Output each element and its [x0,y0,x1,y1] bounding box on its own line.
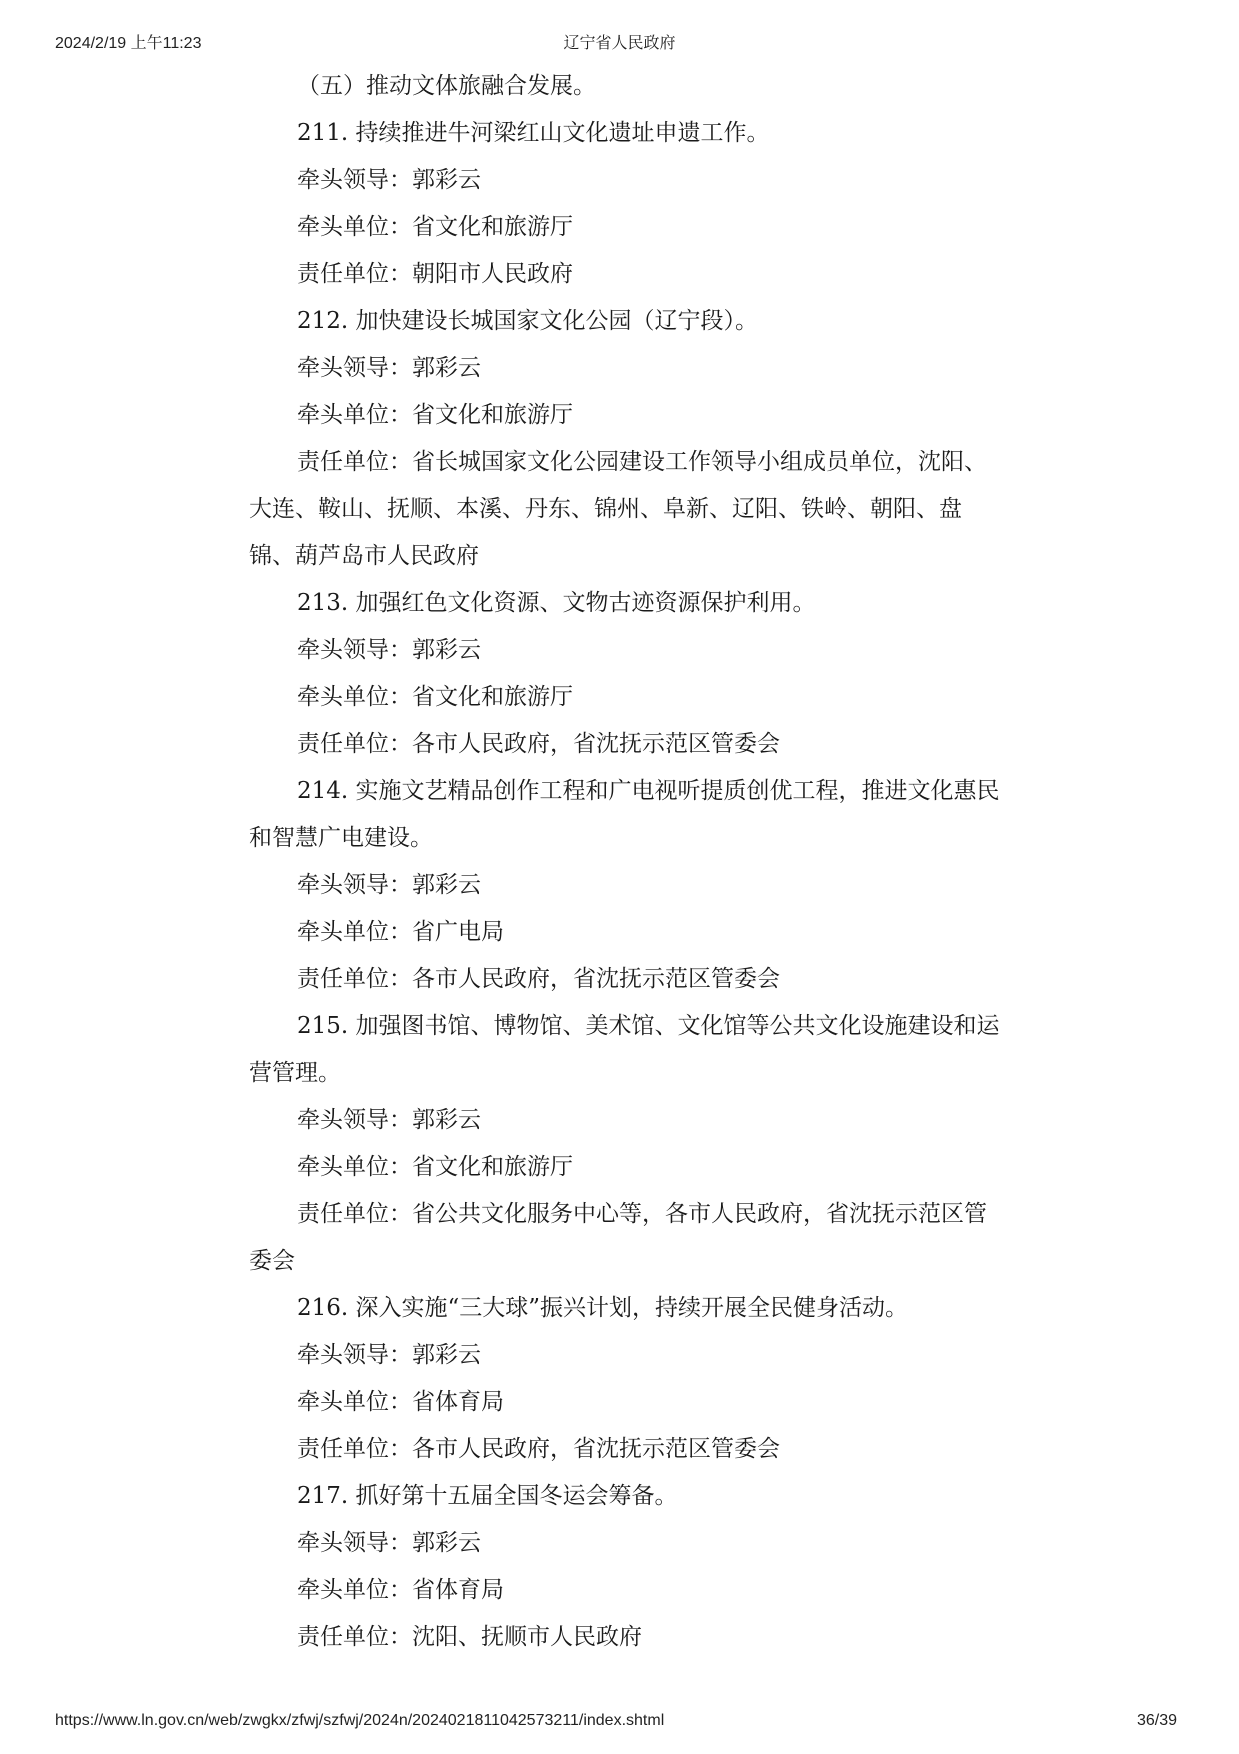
item-title: 213. 加强红色文化资源、文物古迹资源保护利用。 [297,590,816,616]
item-title: 216. 深入实施“三大球”振兴计划，持续开展全民健身活动。 [297,1295,909,1321]
lead-unit: 牵头单位：省文化和旅游厅 [297,684,573,710]
page-title: 辽宁省人民政府 [563,35,676,52]
responsible-unit: 责任单位：沈阳、抚顺市人民政府 [297,1624,642,1650]
page-number: 36/39 [1136,1712,1177,1729]
lead-unit: 牵头单位：省文化和旅游厅 [297,1154,573,1180]
document-body [249,63,1001,1661]
lead-leader: 牵头领导：郭彩云 [297,355,481,381]
lead-leader: 牵头领导：郭彩云 [297,1342,481,1368]
lead-unit: 牵头单位：省广电局 [297,919,504,945]
section-heading: （五）推动文体旅融合发展。 [297,73,596,99]
lead-leader: 牵头领导：郭彩云 [297,637,481,663]
responsible-unit: 责任单位：各市人民政府，省沈抚示范区管委会 [297,1436,780,1462]
item-title: 212. 加快建设长城国家文化公园（辽宁段）。 [297,308,759,334]
responsible-unit: 责任单位：各市人民政府，省沈抚示范区管委会 [297,731,780,757]
item-title: 217. 抓好第十五届全国冬运会筹备。 [297,1483,678,1509]
lead-leader: 牵头领导：郭彩云 [297,167,481,193]
lead-leader: 牵头领导：郭彩云 [297,1107,481,1133]
responsible-unit: 责任单位：省公共文化服务中心等，各市人民政府，省沈抚示范区管委会 [249,1201,987,1274]
lead-unit: 牵头单位：省文化和旅游厅 [297,402,573,428]
lead-unit: 牵头单位：省文化和旅游厅 [297,214,573,240]
item-title: 215. 加强图书馆、博物馆、美术馆、文化馆等公共文化设施建设和运营管理。 [249,1013,1000,1086]
lead-unit: 牵头单位：省体育局 [297,1577,504,1603]
item-title: 211. 持续推进牛河梁红山文化遗址申遗工作。 [297,120,770,146]
page-url: https://www.ln.gov.cn/web/zwgkx/zfwj/szfwj/2024n/2024021811042573211/index.shtml [55,1712,665,1729]
print-datetime: 2024/2/19 上午11:23 [55,35,202,52]
item-title: 214. 实施文艺精品创作工程和广电视听提质创优工程，推进文化惠民和智慧广电建设。 [249,778,1000,851]
responsible-unit: 责任单位：省长城国家文化公园建设工作领导小组成员单位，沈阳、大连、鞍山、抚顺、本溪、丹东、锦州、阜新、辽阳、铁岭、朝阳、盘锦、葫芦岛市人民政府 [249,449,987,569]
responsible-unit: 责任单位：各市人民政府，省沈抚示范区管委会 [297,966,780,992]
lead-leader: 牵头领导：郭彩云 [297,1530,481,1556]
responsible-unit: 责任单位：朝阳市人民政府 [297,261,573,287]
lead-unit: 牵头单位：省体育局 [297,1389,504,1415]
lead-leader: 牵头领导：郭彩云 [297,872,481,898]
